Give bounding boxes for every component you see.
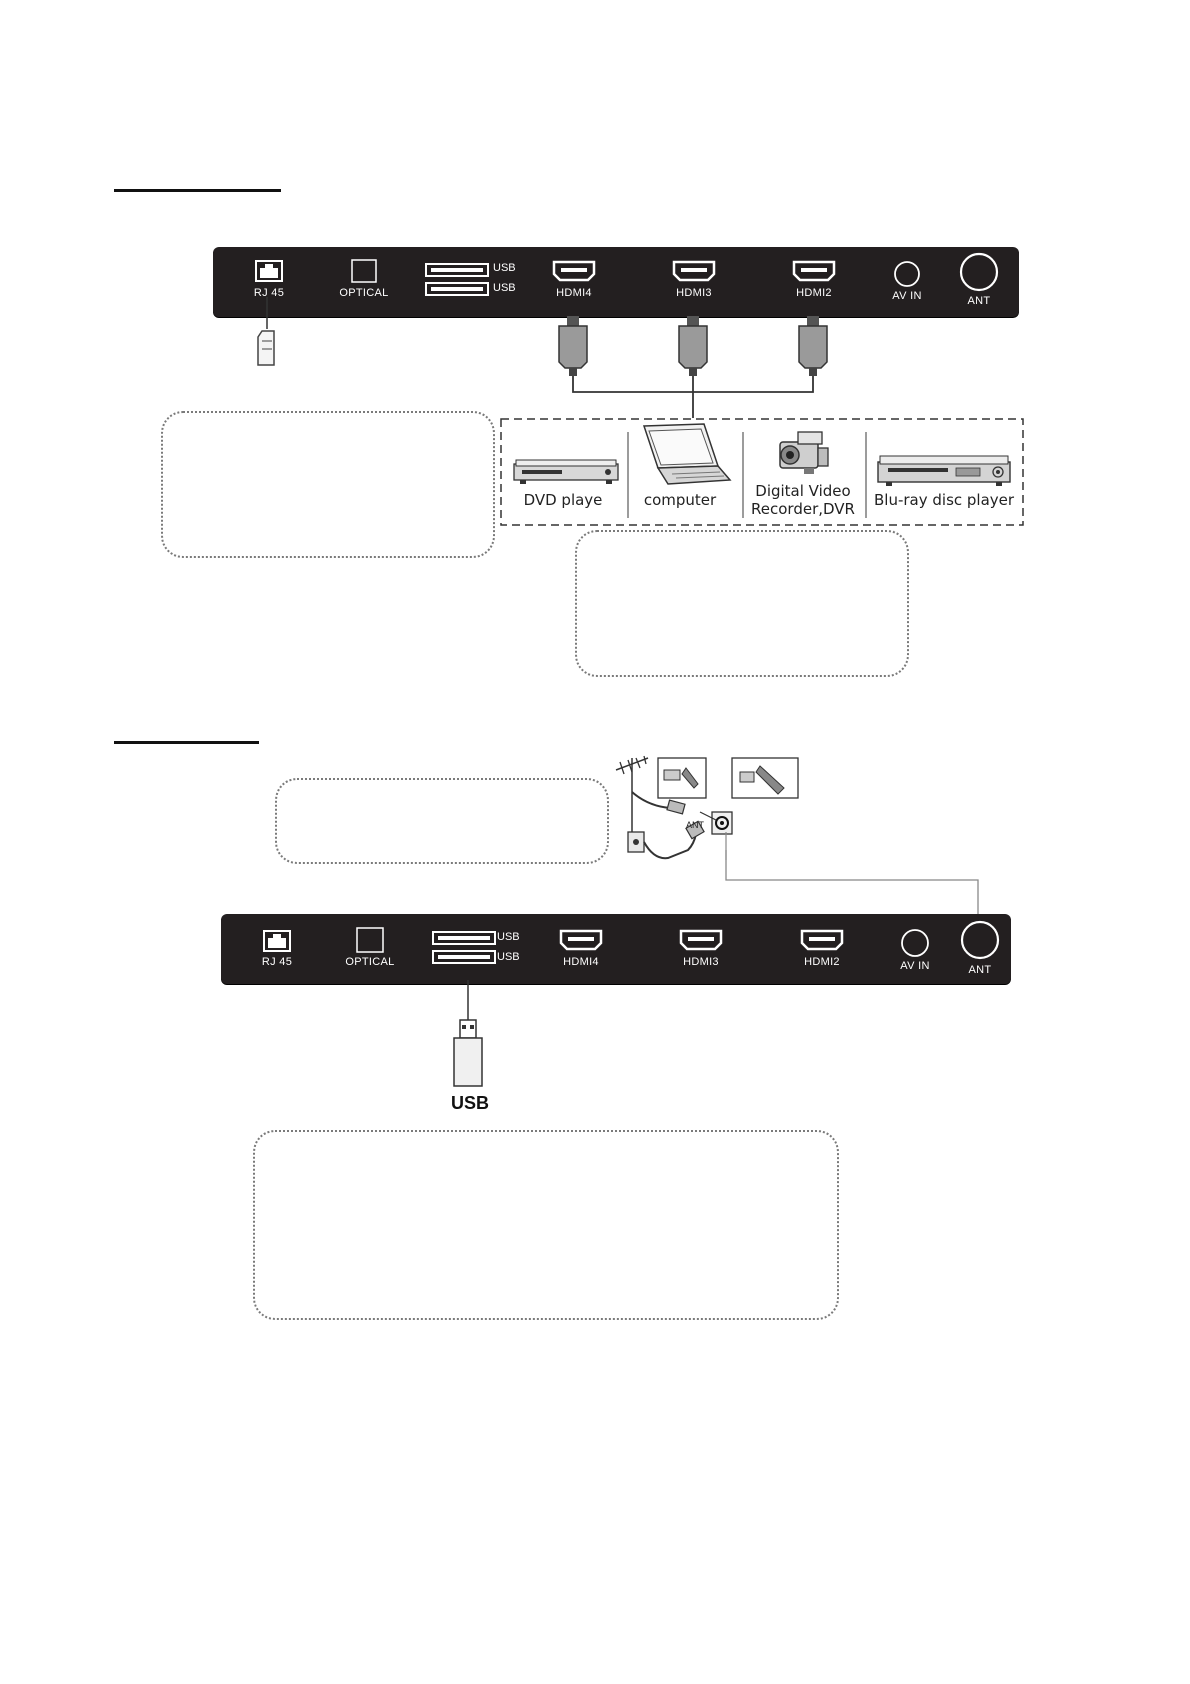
hdmi2-label: HDMI2 <box>796 287 832 299</box>
antenna-to-panel-line <box>724 850 1004 920</box>
section-1-heading-underline <box>114 189 281 192</box>
hdmi3-port-icon <box>672 260 716 282</box>
optical-label: OPTICAL <box>339 287 389 299</box>
ethernet-cable-plug-icon <box>250 297 280 369</box>
ant-label: ANT <box>968 964 992 976</box>
usb-label-top: USB <box>493 262 516 274</box>
bluray-player-icon <box>876 454 1012 488</box>
hdmi-cables-diagram <box>540 310 860 420</box>
optical-label: OPTICAL <box>345 956 395 968</box>
callout-box-antenna <box>275 778 609 864</box>
av-in-label: AV IN <box>900 960 930 972</box>
av-in-label: AV IN <box>892 290 922 302</box>
dvd-player-icon <box>512 458 620 486</box>
usb-port-icon <box>425 263 491 297</box>
usb-stick-label: USB <box>451 1093 490 1113</box>
usb-label-top: USB <box>497 931 520 943</box>
usb-label-bottom: USB <box>493 282 516 294</box>
dvd-player-label: DVD playe <box>523 491 603 509</box>
hdmi4-label: HDMI4 <box>556 287 592 299</box>
ant-label: ANT <box>967 295 991 307</box>
hdmi2-port-icon <box>792 260 836 282</box>
hdmi3-label: HDMI3 <box>683 956 719 968</box>
tv-rear-panel-1 <box>213 247 1019 317</box>
hdmi3-label: HDMI3 <box>676 287 712 299</box>
tv-rear-panel-2 <box>221 914 1011 984</box>
rj45-port-icon <box>263 930 291 952</box>
rj45-label: RJ 45 <box>253 287 285 299</box>
callout-box-hdmi <box>575 530 909 677</box>
usb-stick-icon <box>450 980 490 1090</box>
usb-port-icon <box>432 931 498 965</box>
antenna-jack-label: ANT <box>686 820 704 830</box>
av-in-port-icon <box>900 928 930 958</box>
av-in-port-icon <box>893 260 921 288</box>
callout-box-network <box>161 411 495 558</box>
callout-box-usb <box>253 1130 839 1320</box>
hdmi4-port-icon <box>559 929 603 951</box>
dvr-label-line2: Recorder,DVR <box>751 500 855 518</box>
laptop-computer-icon <box>632 422 732 488</box>
dvr-label-line1: Digital Video <box>755 482 851 500</box>
hdmi4-label: HDMI4 <box>563 956 599 968</box>
ant-port-icon <box>960 920 1000 960</box>
rj45-port-icon <box>255 260 283 282</box>
hdmi3-port-icon <box>679 929 723 951</box>
optical-port-icon <box>356 927 384 953</box>
ant-port-icon <box>959 252 999 292</box>
hdmi4-port-icon <box>552 260 596 282</box>
hdmi2-port-icon <box>800 929 844 951</box>
section-2-heading-underline <box>114 741 259 744</box>
usb-label-bottom: USB <box>497 951 520 963</box>
optical-port-icon <box>351 259 377 283</box>
computer-label: computer <box>643 491 717 509</box>
bluray-player-label: Blu-ray disc player <box>874 491 1015 509</box>
hdmi2-label: HDMI2 <box>804 956 840 968</box>
rj45-label: RJ 45 <box>261 956 293 968</box>
camcorder-icon <box>776 428 832 478</box>
